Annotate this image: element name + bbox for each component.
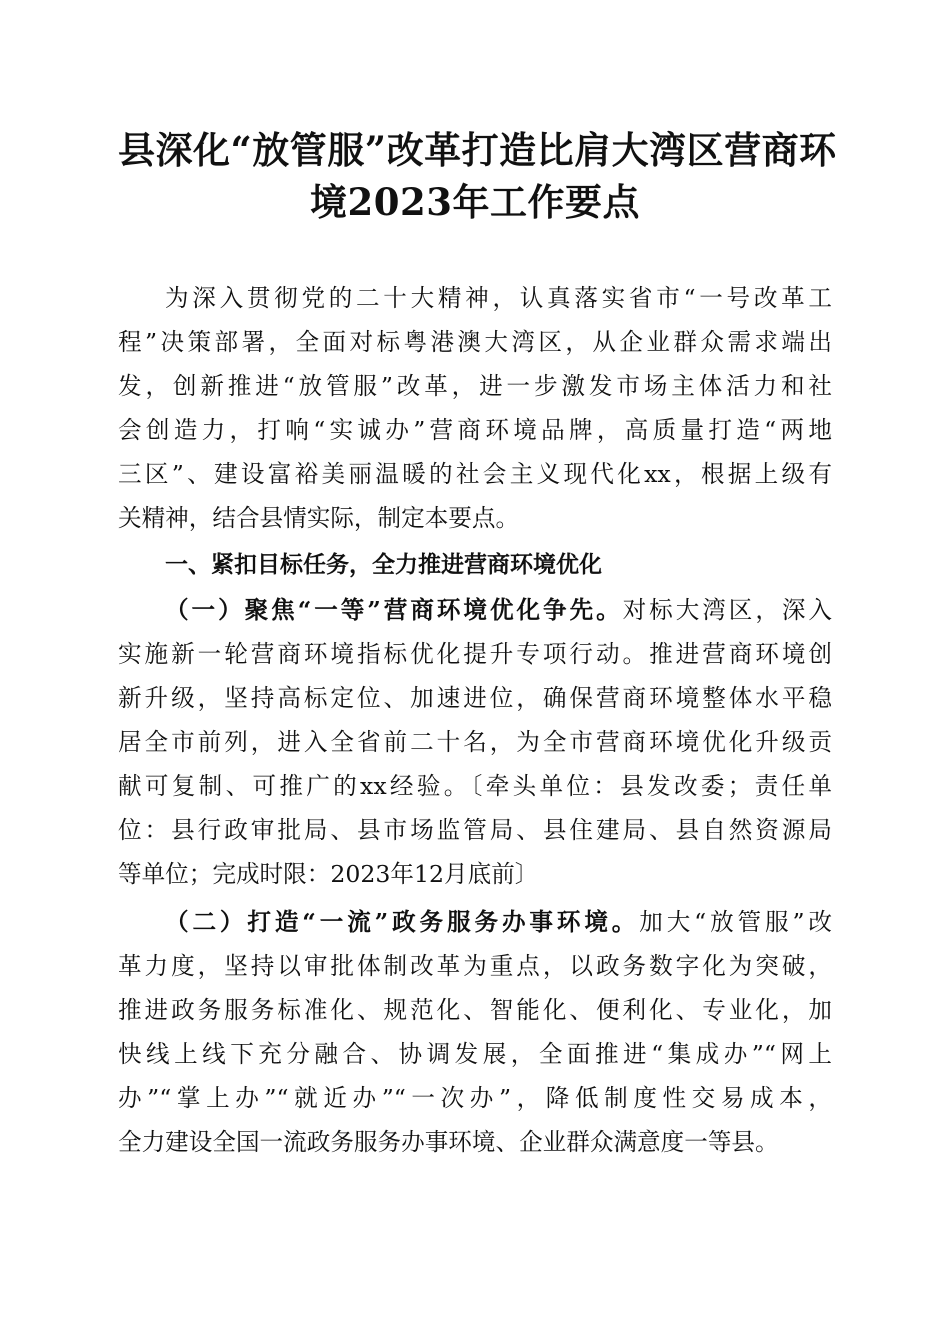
item-2-line: 革力度，坚持以审批体制改革为重点，以政务数字化为突破， bbox=[118, 952, 832, 980]
item-2-line: 全力建设全国一流政务服务办事环境、企业群众满意度一等县。 bbox=[118, 1128, 779, 1156]
item-2-line: 快线上线下充分融合、协调发展，全面推进“集成办”“网上 bbox=[118, 1040, 832, 1068]
item-2-line: 办”“掌上办”“就近办”“一次办”，降低制度性交易成本， bbox=[118, 1084, 832, 1112]
item-1-lead: （一）聚焦“一等”营商环境优化争先。 bbox=[165, 596, 623, 624]
intro-line: 会创造力，打响“实诚办”营商环境品牌，高质量打造“两地 bbox=[118, 416, 832, 444]
intro-line: 程”决策部署，全面对标粤港澳大湾区，从企业群众需求端出 bbox=[118, 328, 832, 356]
item-2-first-line bbox=[118, 900, 832, 944]
item-1-first-line bbox=[118, 588, 832, 632]
intro-line: 关精神，结合县情实际，制定本要点。 bbox=[118, 504, 520, 532]
item-1-line: 居全市前列，进入全省前二十名，为全市营商环境优化升级贡 bbox=[118, 728, 832, 756]
item-2-line: 推进政务服务标准化、规范化、智能化、便利化、专业化，加 bbox=[118, 996, 832, 1024]
item-1-lead-rest: 对标大湾区，深入 bbox=[622, 596, 833, 624]
intro-line: 为深入贯彻党的二十大精神，认真落实省市“一号改革工 bbox=[165, 284, 832, 312]
document-title-line-2: 境2023年工作要点 bbox=[310, 180, 640, 224]
item-1-line: 等单位；完成时限：2023年12月底前〕 bbox=[118, 860, 539, 888]
item-1-line: 献可复制、可推广的xx经验。〔牵头单位：县发改委；责任单 bbox=[118, 772, 832, 800]
item-1-line: 实施新一轮营商环境指标优化提升专项行动。推进营商环境创 bbox=[118, 640, 832, 668]
item-2-lead-rest: 加大“放管服”改 bbox=[639, 908, 833, 936]
section-heading: 一、紧扣目标任务，全力推进营商环境优化 bbox=[165, 552, 602, 578]
intro-line: 发，创新推进“放管服”改革，进一步激发市场主体活力和社 bbox=[118, 372, 832, 400]
item-1-line: 新升级，坚持高标定位、加速进位，确保营商环境整体水平稳 bbox=[118, 684, 832, 712]
intro-line: 三区”、建设富裕美丽温暖的社会主义现代化xx，根据上级有 bbox=[118, 460, 832, 488]
item-2-lead: （二）打造“一流”政务服务办事环境。 bbox=[165, 908, 640, 936]
document-title-line-1: 县深化“放管服”改革打造比肩大湾区营商环 bbox=[118, 128, 837, 172]
item-1-line: 位：县行政审批局、县市场监管局、县住建局、县自然资源局 bbox=[118, 816, 832, 844]
